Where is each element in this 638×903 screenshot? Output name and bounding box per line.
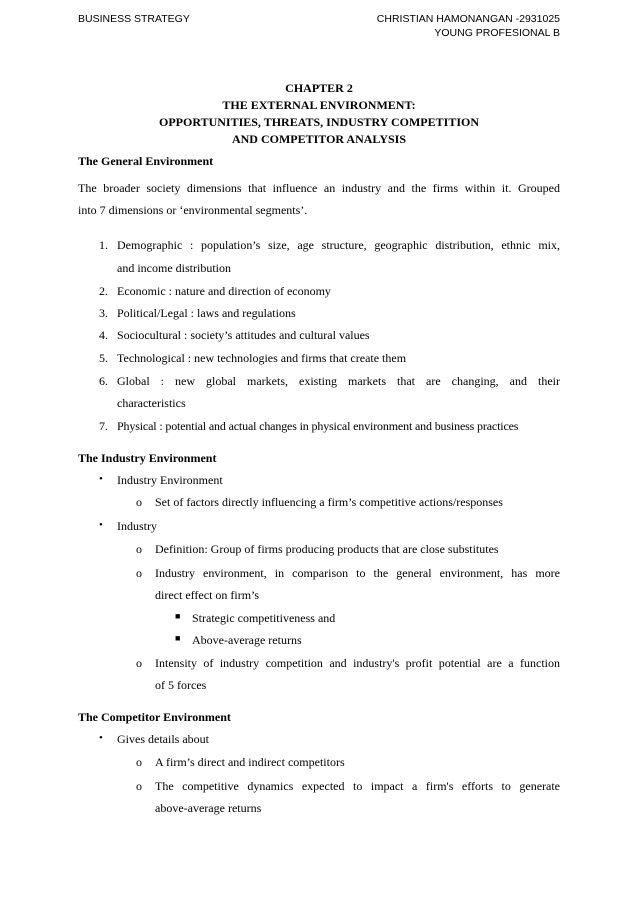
list-item-text: Global : new global markets, existing markets that are changing, and their: [117, 374, 560, 388]
section-heading-industry: The Industry Environment: [78, 451, 217, 465]
list-item-text-cont: characteristics: [117, 396, 186, 410]
sub-bullet-text: A firm’s direct and indirect competitors: [155, 755, 345, 769]
circle-bullet-icon: o: [136, 755, 142, 769]
list-number: 1.: [99, 238, 108, 252]
sub-bullet-text: The competitive dynamics expected to impact a firm's efforts to generate: [155, 779, 560, 793]
header-author: CHRISTIAN HAMONANGAN -2931025: [376, 13, 560, 25]
list-number: 4.: [99, 328, 108, 342]
sub-bullet-text: Definition: Group of firms producing products that are close substitutes: [155, 542, 499, 556]
title-line-2: THE EXTERNAL ENVIRONMENT:: [222, 98, 416, 112]
square-bullet-icon: ■: [175, 633, 181, 643]
sub-sub-bullet-text: Above-average returns: [192, 633, 302, 647]
sub-bullet-text-cont: direct effect on firm’s: [155, 588, 260, 602]
list-number: 2.: [99, 284, 108, 298]
header-right: [300, 12, 560, 40]
bullet-text: Industry: [117, 519, 157, 533]
list-item-text: Demographic : population’s size, age structure, geographic distribution, ethnic mix,: [117, 238, 560, 252]
list-number: 3.: [99, 306, 108, 320]
list-number: 6.: [99, 374, 108, 388]
title-line-1: CHAPTER 2: [285, 81, 353, 95]
circle-bullet-icon: o: [136, 566, 142, 580]
list-item-text: Political/Legal : laws and regulations: [117, 306, 296, 320]
bullet-icon: •: [99, 519, 103, 531]
list-item-text: Economic : nature and direction of economy: [117, 284, 331, 298]
circle-bullet-icon: o: [136, 779, 142, 793]
sub-bullet-text-cont: of 5 forces: [155, 678, 207, 692]
bullet-icon: •: [99, 473, 103, 485]
header-left: BUSINESS STRATEGY: [78, 13, 190, 25]
circle-bullet-icon: o: [136, 495, 142, 509]
section-heading-general: The General Environment: [78, 154, 214, 168]
list-item-text: Sociocultural : society’s attitudes and cultural values: [117, 328, 370, 342]
list-number: 7.: [99, 419, 108, 433]
general-intro-line-1: The broader society dimensions that influence an industry and the firms within it. Grouped: [78, 181, 560, 195]
square-bullet-icon: ■: [175, 611, 181, 621]
title-line-3: OPPORTUNITIES, THREATS, INDUSTRY COMPETITION: [159, 115, 479, 129]
circle-bullet-icon: o: [136, 656, 142, 670]
bullet-icon: •: [99, 732, 103, 744]
sub-sub-bullet-text: Strategic competitiveness and: [192, 611, 336, 625]
list-item-text: Physical : potential and actual changes in physical environment and business practices: [117, 419, 519, 433]
section-heading-competitor: The Competitor Environment: [78, 710, 231, 724]
title-line-4: AND COMPETITOR ANALYSIS: [231, 132, 407, 146]
sub-bullet-text: Set of factors directly influencing a firm’s competitive actions/responses: [155, 495, 503, 509]
bullet-text: Industry Environment: [117, 473, 223, 487]
chapter-title: [78, 80, 560, 148]
sub-bullet-text-cont: above-average returns: [155, 801, 262, 815]
sub-bullet-text: Intensity of industry competition and industry's profit potential are a function: [155, 656, 560, 670]
list-item-text: Technological : new technologies and firms that create them: [117, 351, 407, 365]
list-number: 5.: [99, 351, 108, 365]
bullet-text: Gives details about: [117, 732, 209, 746]
general-intro-line-2: into 7 dimensions or ‘environmental segments’.: [78, 203, 308, 217]
circle-bullet-icon: o: [136, 542, 142, 556]
list-item-text-cont: and income distribution: [117, 261, 231, 275]
header-class: YOUNG PROFESIONAL B: [434, 27, 560, 39]
sub-bullet-text: Industry environment, in comparison to the general environment, has more: [155, 566, 560, 580]
